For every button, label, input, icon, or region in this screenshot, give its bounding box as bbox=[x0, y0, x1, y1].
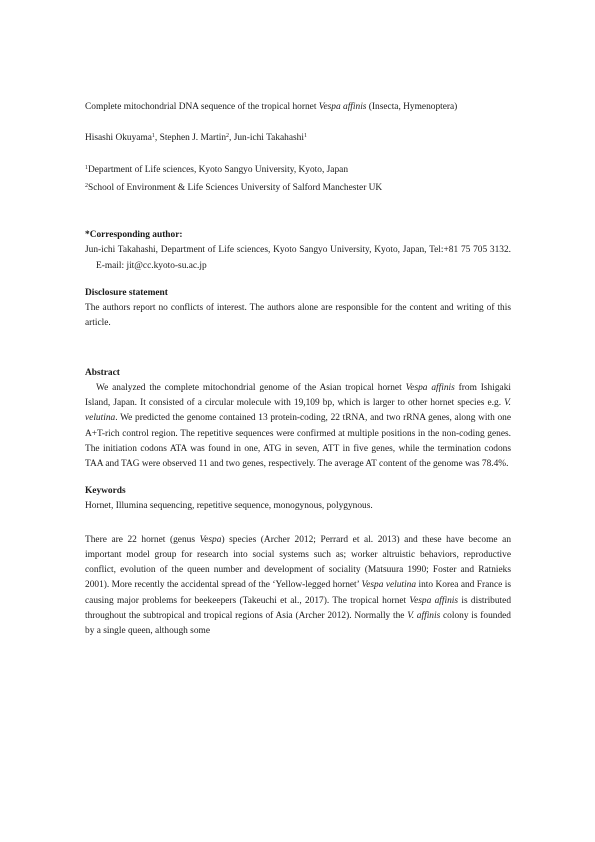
author-1: Hisashi Okuyama$^1$, bbox=[85, 133, 160, 144]
keywords-heading: Keywords bbox=[85, 486, 126, 497]
manuscript-body bbox=[85, 100, 511, 639]
affiliation-1: $^1$Department of Life sciences, Kyoto Sangyo University, Kyoto, Japan bbox=[85, 165, 349, 176]
corresponding-author-section bbox=[85, 228, 511, 274]
corresponding-author-heading: *Corresponding author: bbox=[85, 230, 183, 241]
author-1-affiliation-mark: 1 bbox=[151, 133, 155, 140]
title-text: Complete mitochondrial DNA sequence of the tropical hornet bbox=[85, 102, 319, 112]
disclosure-heading: Disclosure statement bbox=[85, 287, 168, 298]
author-3-affiliation-mark: 1 bbox=[303, 133, 307, 140]
title-species: Vespa affinis bbox=[318, 102, 367, 112]
abstract-text: We analyzed the complete mitochondrial genome of the Asian tropical hornet Vespa affinis from Ishigaki Island, Japan. It consisted of a circular molecule with 19,109 bp, which is larger to other hornet species e.g. V. velutina. We predicted the genome contained 13 protein-coding, 22 tRNA, and two rRNA genes, along with one A+T-rich control region. The repetitive sequences were confirmed at multiple positions in the non-coding genes. The initiation codons ATA was found in one, ATG in seven, ATT in five genes, while the termination codons TAA and TAG were observed 11 and two genes, respectively. The average AT content of the genome was 78.4%. bbox=[85, 382, 511, 469]
introduction-paragraph: There are 22 hornet (genus Vespa) species (Archer 2012; Perrard et al. 2013) and these have become an important model group for research into social systems such as; worker altruistic behaviors, reproductive conflict, evolution of the queen number and development of sociality (Matsuura 1990; Foster and Ratnieks 2001). More recently the accidental spread of the ‘Yellow-legged hornet’ Vespa velutina into Korea and France is causing major problems for beekeepers (Takeuchi et al., 2017). The tropical hornet Vespa affinis is distributed throughout the subtropical and tropical regions of Asia (Archer 2012). Normally the V. affinis colony is founded by a single queen, although some bbox=[85, 534, 512, 637]
keywords-text: Hornet, Illumina sequencing, repetitive sequence, monogynous, polygynous. bbox=[85, 501, 373, 512]
disclosure-text: The authors report no conflicts of interest. The authors alone are responsible for the content and writing of this article. bbox=[85, 303, 511, 329]
corresponding-author-details: Jun-ichi Takahashi, Department of Life sciences, Kyoto Sangyo University, Kyoto, Japan, Tel:+81 75 705 3132. E-mail: jit@cc.kyoto-su.ac.jp bbox=[85, 245, 511, 271]
author-2: Stephen J. Martin$^2$, bbox=[159, 133, 234, 144]
author-3: Jun-ichi Takahashi$^1$ bbox=[233, 133, 307, 144]
disclosure-section bbox=[85, 286, 511, 332]
keywords-section bbox=[85, 484, 511, 514]
author-2-affiliation-mark: 2 bbox=[226, 133, 230, 140]
affiliations bbox=[85, 162, 511, 198]
abstract-heading: Abstract bbox=[85, 367, 120, 378]
title-suffix: (Insecta, Hymenoptera) bbox=[366, 102, 458, 112]
paper-title bbox=[85, 100, 511, 115]
abstract-section bbox=[85, 366, 511, 473]
affiliation-2: $^2$School of Environment & Life Sciences University of Salford Manchester UK bbox=[85, 183, 383, 194]
author-list bbox=[85, 131, 511, 146]
